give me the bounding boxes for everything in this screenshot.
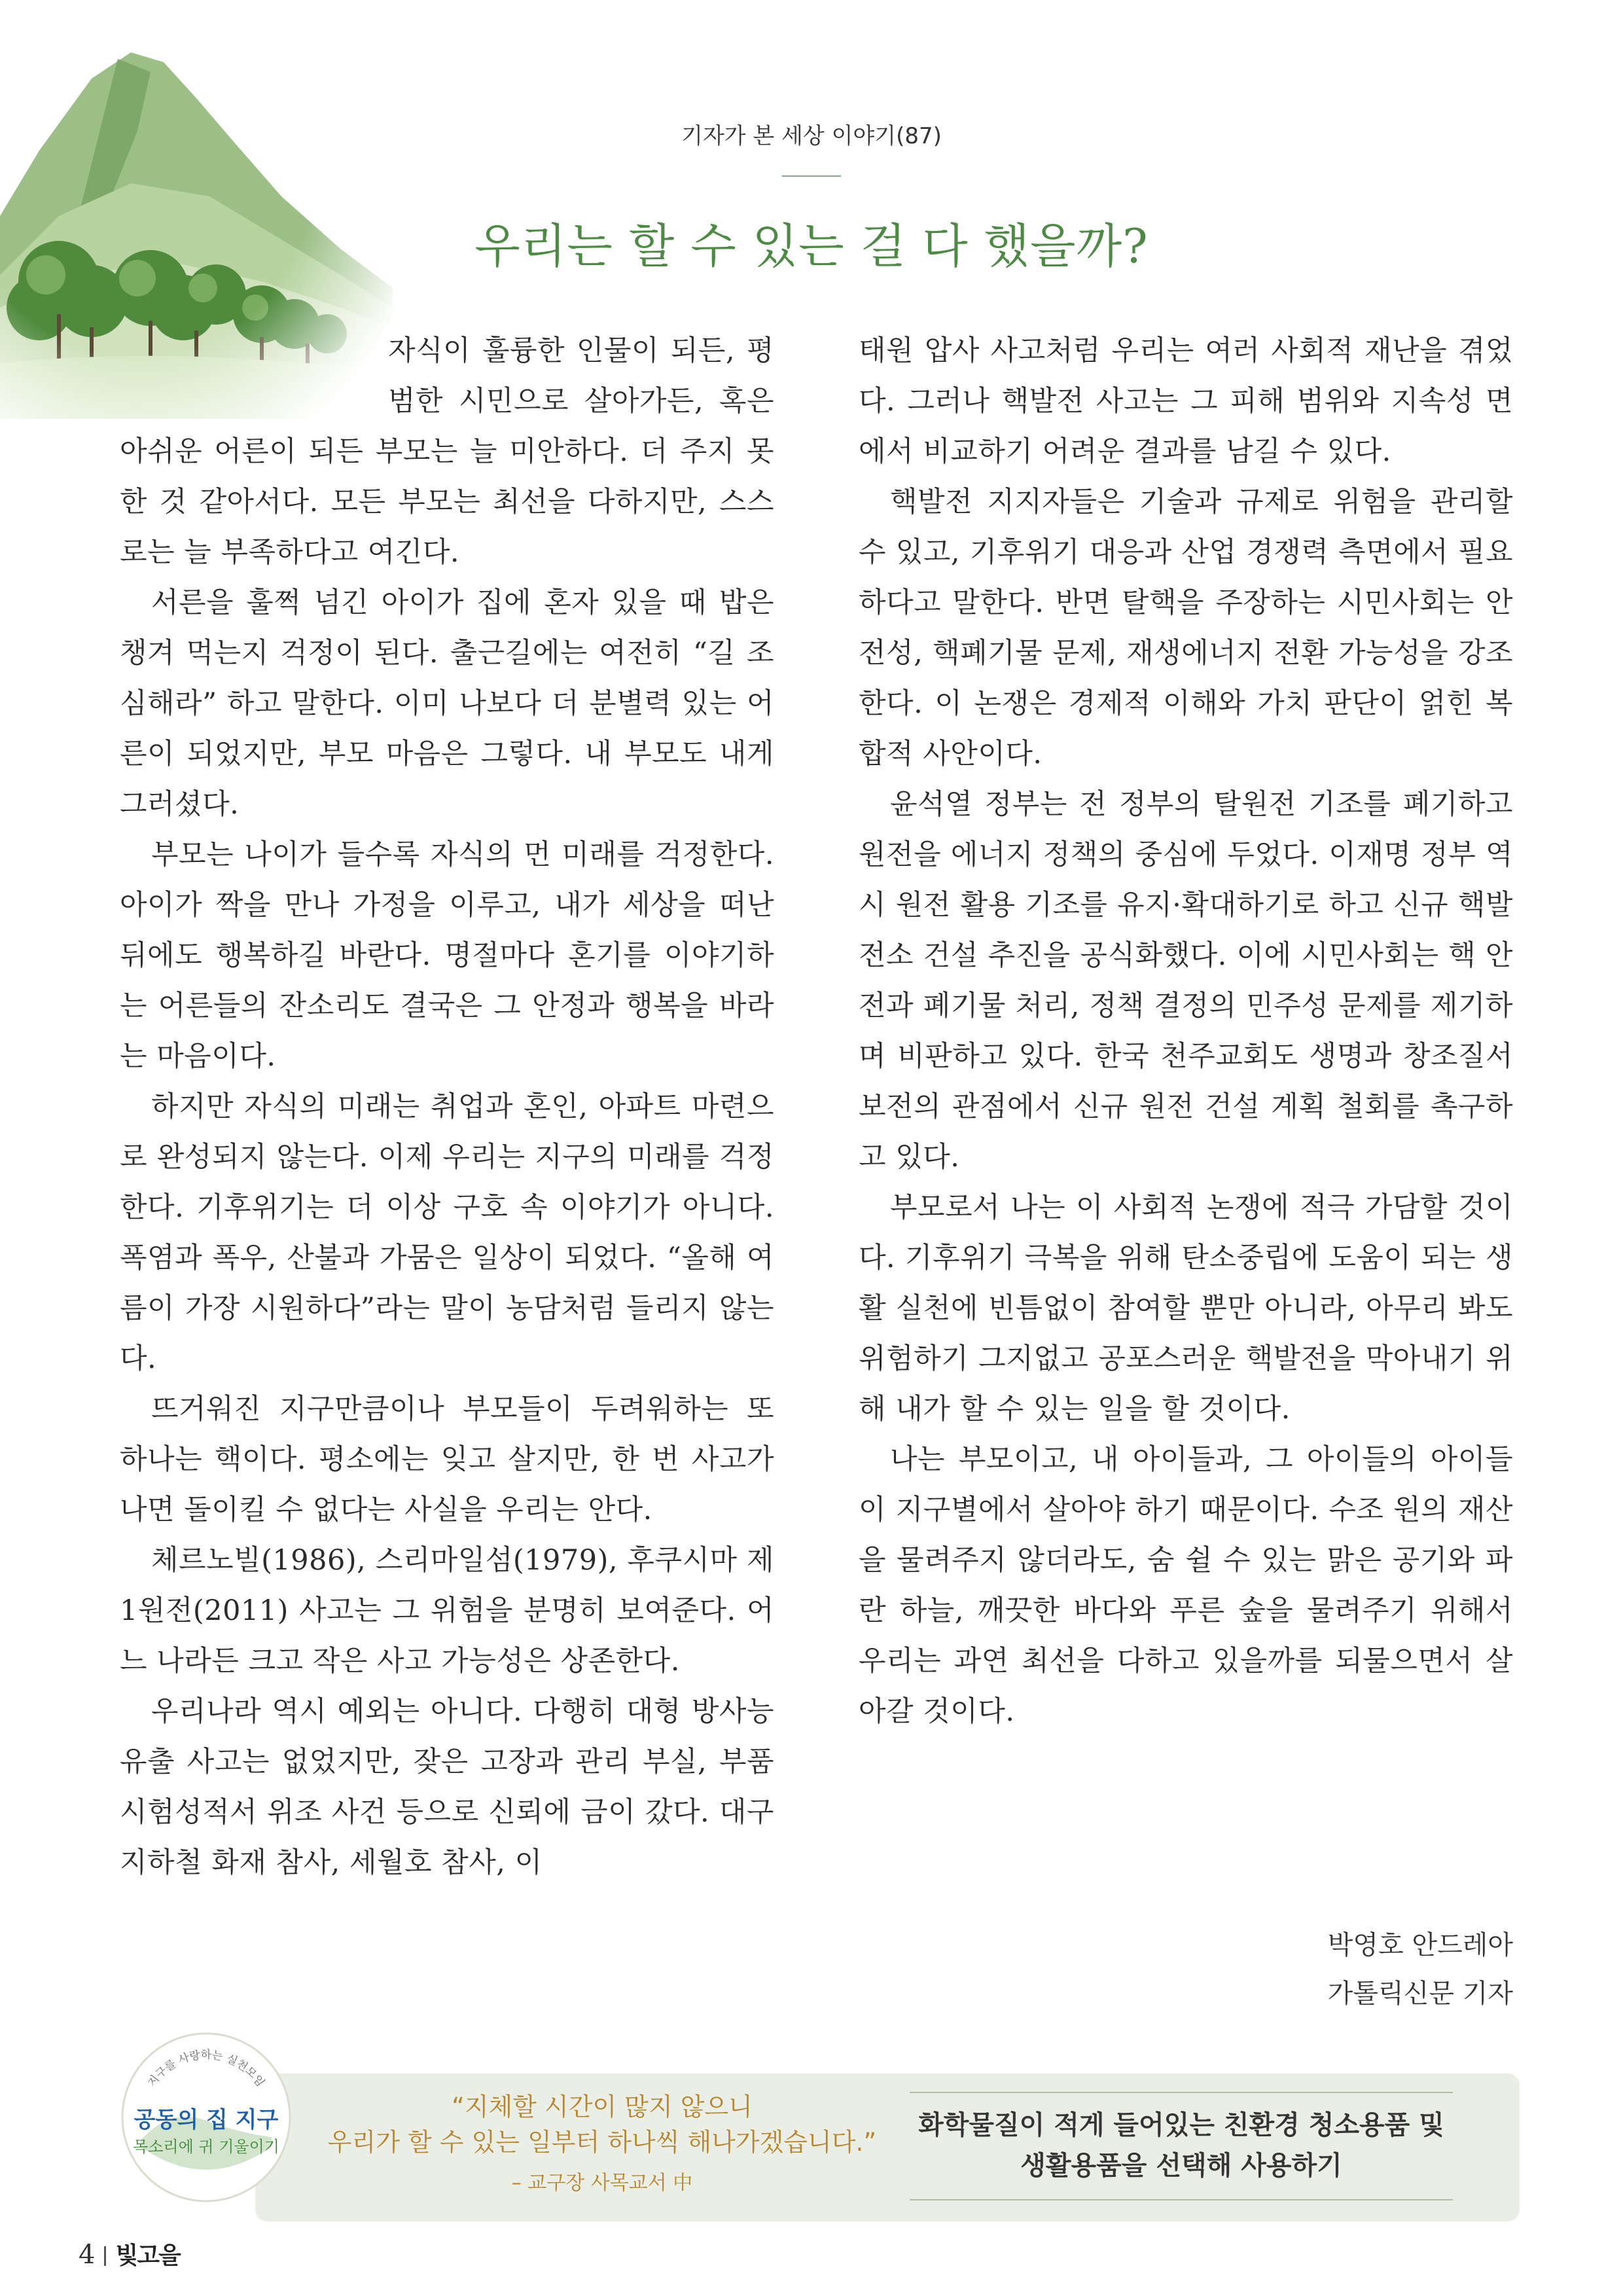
author-name: 박영호 안드레아 [1327,1930,1513,1960]
quote-line-2: 우리가 할 수 있는 일부터 하나씩 해나가겠습니다.” [327,2128,877,2157]
paragraph: 뜨거워진 지구만큼이나 부모들이 두려워하는 또 하나는 핵이다. 평소에는 잊고 살지만, 한 번 사고가 나면 돌이킬 수 없다는 사실을 우리는 안다. [120,1393,774,1526]
paragraph: 서른을 훌쩍 넘긴 아이가 집에 혼자 있을 때 밥은 챙겨 먹는지 걱정이 된다. 출근길에는 여전히 “길 조심해라” 하고 말한다. 이미 나보다 더 분별력 있는 어른이 되었지만, 부모 마음은 그렇다. 내 부모도 내게 그러셨다. [120,586,774,821]
badge-arc-text: 지구를 사랑하는 실천모임 [145,2049,267,2090]
campaign-badge [118,2029,294,2206]
byline [1328,1921,1513,2018]
badge-subtitle: 목소리에 귀 기울이기 [133,2138,279,2156]
illustration-wrap-space [120,326,388,424]
paragraph: 자식이 훌륭한 인물이 되든, 평범한 시민으로 살아가든, 혹은 아쉬운 어른이 되든 부모는 늘 미안하다. 더 주지 못한 것 같아서다. 모든 부모는 최선을 다하지만, 스스로는 늘 부족하다고 여긴다. [120,334,774,569]
bishop-quote [308,2089,897,2195]
article-column-left [120,326,774,1888]
paragraph: 부모로서 나는 이 사회적 논쟁에 적극 가담할 것이다. 기후위기 극복을 위해 탄소중립에 도움이 되는 생활 실천에 빈틈없이 참여할 뿐만 아니라, 아무리 봐도 위험하기 그지없고 공포스러운 핵발전을 막아내기 위해 내가 할 수 있는 일을 할 것이다. [859,1191,1513,1426]
author-affiliation: 가톨릭신문 기자 [1327,1979,1513,2009]
series-label: 기자가 본 세상 이야기(87) [681,123,942,149]
quote-source: – 교구장 사목교서 中 [511,2172,693,2195]
footer-divider [104,2246,106,2266]
badge-title: 공동의 집 지구 [134,2107,279,2133]
paragraph: 체르노빌(1986), 스리마일섬(1979), 후쿠시마 제1원전(2011) 사고는 그 위험을 분명히 보여준다. 어느 나라든 크고 작은 사고 가능성은 상존한다. [120,1544,774,1677]
article-column-right [859,326,1513,1737]
paragraph: 하지만 자식의 미래는 취업과 혼인, 아파트 마련으로 완성되지 않는다. 이제 우리는 지구의 미래를 걱정한다. 기후위기는 더 이상 구호 속 이야기가 아니다. 폭염과 폭우, 산불과 가뭄은 일상이 되었다. “올해 여름이 가장 시원하다”라는 말이 농담처럼 들리지 않는다. [120,1090,774,1375]
tip-line-2: 생활용품을 선택해 사용하기 [1020,2151,1342,2181]
paragraph: 우리나라 역시 예외는 아니다. 다행히 대형 방사능 유출 사고는 없었지만, 잦은 고장과 관리 부실, 부품 시험성적서 위조 사건 등으로 신뢰에 금이 갔다. 대구 지하철 화재 참사, 세월호 참사, 이 [120,1695,774,1879]
page-number: 4 [79,2240,96,2270]
article-title: 우리는 할 수 있는 걸 다 했을까? [474,219,1149,274]
page-footer [79,2237,180,2270]
magazine-logo: 빛고을 [115,2242,180,2269]
paragraph: 나는 부모이고, 내 아이들과, 그 아이들의 아이들이 지구별에서 살아야 하기 때문이다. 수조 원의 재산을 물려주지 않더라도, 숨 쉴 수 있는 맑은 공기와 파란 하늘, 깨끗한 바다와 푸른 숲을 물려주기 위해서 우리는 과연 최선을 다하고 있을까를 되물으면서 살아갈 것이다. [859,1443,1513,1728]
paragraph: 핵발전 지지자들은 기술과 규제로 위험을 관리할 수 있고, 기후위기 대응과 산업 경쟁력 측면에서 필요하다고 말한다. 반면 탈핵을 주장하는 시민사회는 안전성, 핵폐기물 문제, 재생에너지 전환 가능성을 강조한다. 이 논쟁은 경제적 이해와 가치 판단이 얽힌 복합적 사안이다. [859,486,1513,770]
paragraph: 부모는 나이가 들수록 자식의 먼 미래를 걱정한다. 아이가 짝을 만나 가정을 이루고, 내가 세상을 떠난 뒤에도 행복하길 바란다. 명절마다 혼기를 이야기하는 어른들의 잔소리도 결국은 그 안정과 행복을 바라는 마음이다. [120,838,774,1073]
paragraph: 윤석열 정부는 전 정부의 탈원전 기조를 폐기하고 원전을 에너지 정책의 중심에 두었다. 이재명 정부 역시 원전 활용 기조를 유지·확대하기로 하고 신규 핵발전소 건설 추진을 공식화했다. 이에 시민사회는 핵 안전과 폐기물 처리, 정책 결정의 민주성 문제를 제기하며 비판하고 있다. 한국 천주교회도 생명과 창조질서 보전의 관점에서 신규 원전 건설 계획 철회를 촉구하고 있다. [859,788,1513,1174]
title-divider [782,175,841,177]
paragraph: 태원 압사 사고처럼 우리는 여러 사회적 재난을 겪었다. 그러나 핵발전 사고는 그 피해 범위와 지속성 면에서 비교하기 어려운 결과를 남길 수 있다. [859,334,1513,468]
action-tip [910,2092,1453,2200]
quote-line-1: “지체할 시간이 많지 않으니 [452,2092,753,2121]
tip-line-1: 화학물질이 적게 들어있는 친환경 청소용품 및 [918,2110,1444,2140]
